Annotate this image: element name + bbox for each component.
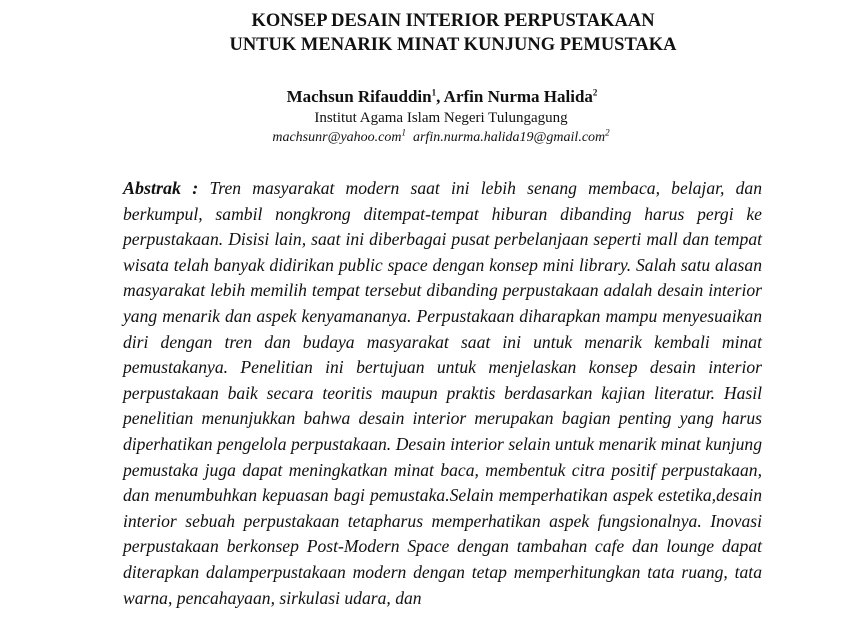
- author-separator: ,: [436, 87, 444, 106]
- author-list: [0, 86, 850, 108]
- email-2-mark: 2: [605, 127, 610, 138]
- email-1-mark: 1: [401, 127, 406, 138]
- author-2-affil-mark: 2: [592, 87, 598, 98]
- author-1-name: Machsun Rifauddin: [286, 87, 432, 106]
- email-2: arfin.nurma.halida19@gmail.com: [412, 130, 606, 145]
- paper-title-line-2: UNTUK MENARIK MINAT KUNJUNG PEMUSTAKA: [229, 35, 677, 55]
- author-2-name: Arfin Nurma Halida: [443, 87, 593, 106]
- abstract-paragraph: [123, 176, 762, 611]
- email-1: machsunr@yahoo.com: [272, 130, 402, 145]
- paper-title-line-1: KONSEP DESAIN INTERIOR PERPUSTAKAAN: [251, 11, 655, 31]
- abstract-text: Tren masyarakat modern saat ini lebih senang membaca, belajar, dan berkumpul, sambil nongkrong ditempat-tempat hiburan dibanding harus pergi ke perpustakaan. Disisi lain, saat ini diberbagai pusat perbelanjaan seperti mall dan tempat wisata telah banyak didirikan public space dengan konsep mini library. Salah satu alasan masyarakat lebih memilih tempat tersebut dibanding perpustakaan adalah desain interior yang menarik dan aspek kenyamananya. Perpustakaan diharapkan mampu menyesuaikan diri dengan tren dan budaya masyarakat saat ini untuk menarik kembali minat pemustakanya. Penelitian ini bertujuan untuk menjelaskan konsep desain interior perpustakaan baik secara teoritis maupun praktis berdasarkan kajian literatur. Hasil penelitian menunjukkan bahwa desain interior merupakan bagian penting yang harus diperhatikan pengelola perpustakaan. Desain interior selain untuk menarik minat kunjung pemustaka juga dapat meningkatkan minat baca, membentuk citra positif perpustakaan, dan menumbuhkan kepuasan bagi pemustaka.Selain memperhatikan aspek estetika,desain interior sebuah perpustakaan tetapharus memperhatikan aspek fungsionalnya. Inovasi perpustakaan berkonsep Post-Modern Space dengan tambahan cafe dan lounge dapat diterapkan dalamperpustakaan modern dengan tetap memperhitungkan tata ruang, tata warna, pencahayaan, sirkulasi udara, dan: [123, 178, 762, 608]
- email-list: [0, 128, 850, 148]
- author-1-affil-mark: 1: [431, 87, 437, 98]
- abstract-label: Abstrak :: [123, 178, 199, 198]
- affiliation: Institut Agama Islam Negeri Tulungagung: [314, 110, 568, 126]
